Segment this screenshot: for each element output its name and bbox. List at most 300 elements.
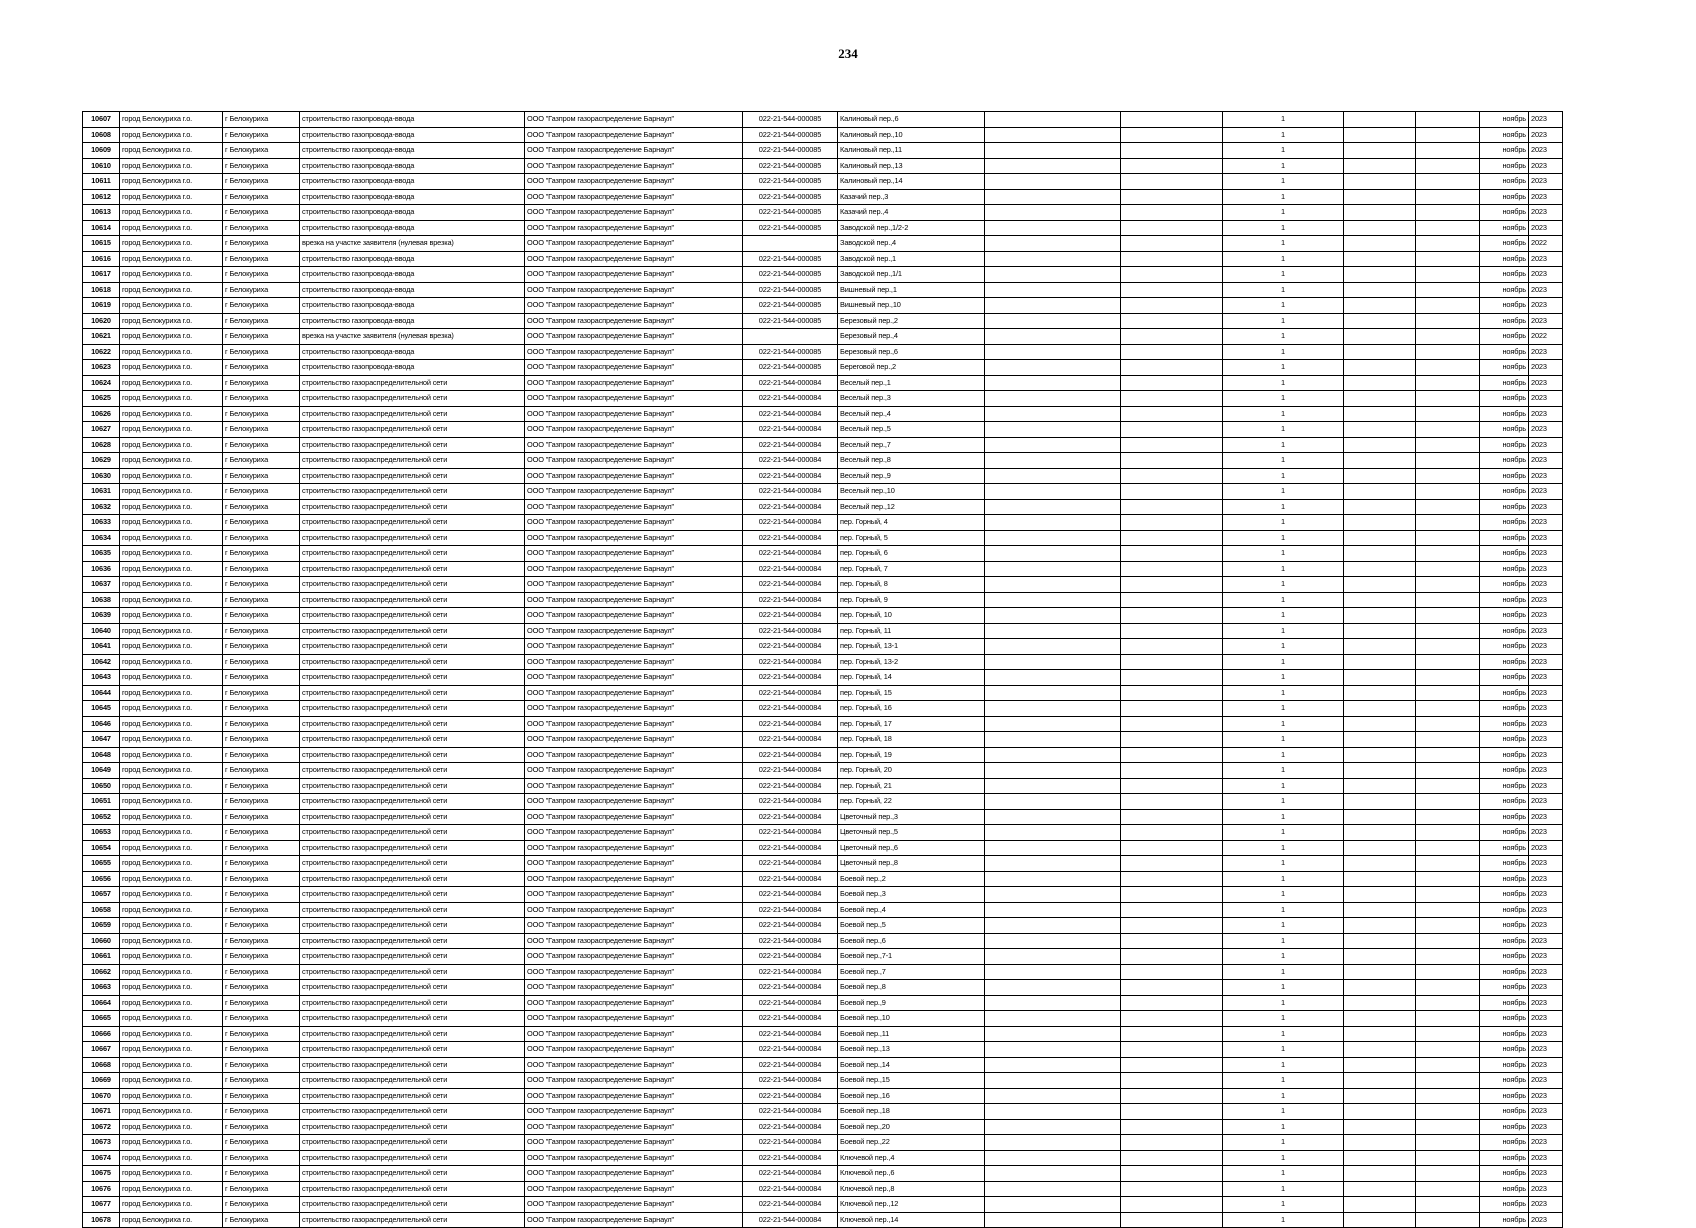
work-type-cell: строительство газораспределительной сети bbox=[300, 453, 525, 469]
blank-cell-cell bbox=[1121, 143, 1223, 159]
month-cell: ноябрь bbox=[1480, 732, 1529, 748]
contractor-cell: ООО "Газпром газораспределение Барнаул" bbox=[525, 468, 743, 484]
cadastral-quarter-cell: 022-21-544-000084 bbox=[743, 1042, 838, 1058]
year-cell: 2023 bbox=[1529, 654, 1563, 670]
cadastral-quarter-cell: 022-21-544-000084 bbox=[743, 592, 838, 608]
blank-cell-cell bbox=[1344, 205, 1416, 221]
blank-cell-cell bbox=[1121, 127, 1223, 143]
municipality-cell: город Белокуриха г.о. bbox=[120, 1212, 223, 1228]
address-cell: пер. Горный, 5 bbox=[838, 530, 985, 546]
blank-cell-cell bbox=[1121, 654, 1223, 670]
row-number-cell: 10630 bbox=[83, 468, 120, 484]
contractor-cell: ООО "Газпром газораспределение Барнаул" bbox=[525, 825, 743, 841]
table-row bbox=[83, 995, 1563, 1011]
work-type-cell: врезка на участке заявителя (нулевая врезка) bbox=[300, 329, 525, 345]
blank-cell-cell bbox=[1416, 1212, 1480, 1228]
blank-cell-cell bbox=[1416, 205, 1480, 221]
quantity-cell: 1 bbox=[1223, 236, 1344, 252]
blank-cell-cell bbox=[1121, 701, 1223, 717]
municipality-cell: город Белокуриха г.о. bbox=[120, 856, 223, 872]
blank-cell-cell bbox=[1344, 468, 1416, 484]
settlement-cell: г Белокуриха bbox=[223, 391, 300, 407]
municipality-cell: город Белокуриха г.о. bbox=[120, 1119, 223, 1135]
cadastral-quarter-cell: 022-21-544-000084 bbox=[743, 778, 838, 794]
table-row bbox=[83, 840, 1563, 856]
cadastral-quarter-cell: 022-21-544-000084 bbox=[743, 1073, 838, 1089]
month-cell: ноябрь bbox=[1480, 515, 1529, 531]
blank-cell-cell bbox=[985, 375, 1121, 391]
municipality-cell: город Белокуриха г.о. bbox=[120, 112, 223, 128]
address-cell: Веселый пер.,3 bbox=[838, 391, 985, 407]
table-row bbox=[83, 747, 1563, 763]
row-number-cell: 10667 bbox=[83, 1042, 120, 1058]
month-cell: ноябрь bbox=[1480, 1197, 1529, 1213]
address-cell: Веселый пер.,1 bbox=[838, 375, 985, 391]
blank-cell-cell bbox=[985, 1135, 1121, 1151]
table-row bbox=[83, 1119, 1563, 1135]
settlement-cell: г Белокуриха bbox=[223, 964, 300, 980]
blank-cell-cell bbox=[1121, 561, 1223, 577]
row-number-cell: 10650 bbox=[83, 778, 120, 794]
municipality-cell: город Белокуриха г.о. bbox=[120, 685, 223, 701]
blank-cell-cell bbox=[1416, 298, 1480, 314]
table-row bbox=[83, 654, 1563, 670]
blank-cell-cell bbox=[1416, 375, 1480, 391]
settlement-cell: г Белокуриха bbox=[223, 716, 300, 732]
contractor-cell: ООО "Газпром газораспределение Барнаул" bbox=[525, 778, 743, 794]
table-row bbox=[83, 825, 1563, 841]
quantity-cell: 1 bbox=[1223, 670, 1344, 686]
blank-cell-cell bbox=[985, 949, 1121, 965]
settlement-cell: г Белокуриха bbox=[223, 933, 300, 949]
blank-cell-cell bbox=[1344, 236, 1416, 252]
cadastral-quarter-cell: 022-21-544-000084 bbox=[743, 1212, 838, 1228]
year-cell: 2023 bbox=[1529, 1088, 1563, 1104]
row-number-cell: 10627 bbox=[83, 422, 120, 438]
contractor-cell: ООО "Газпром газораспределение Барнаул" bbox=[525, 1197, 743, 1213]
blank-cell-cell bbox=[1416, 515, 1480, 531]
contractor-cell: ООО "Газпром газораспределение Барнаул" bbox=[525, 763, 743, 779]
municipality-cell: город Белокуриха г.о. bbox=[120, 1026, 223, 1042]
table-row bbox=[83, 127, 1563, 143]
contractor-cell: ООО "Газпром газораспределение Барнаул" bbox=[525, 143, 743, 159]
cadastral-quarter-cell: 022-21-544-000084 bbox=[743, 1166, 838, 1182]
blank-cell-cell bbox=[985, 468, 1121, 484]
municipality-cell: город Белокуриха г.о. bbox=[120, 1197, 223, 1213]
blank-cell-cell bbox=[1121, 453, 1223, 469]
quantity-cell: 1 bbox=[1223, 825, 1344, 841]
settlement-cell: г Белокуриха bbox=[223, 1026, 300, 1042]
cadastral-quarter-cell: 022-21-544-000084 bbox=[743, 1026, 838, 1042]
month-cell: ноябрь bbox=[1480, 670, 1529, 686]
contractor-cell: ООО "Газпром газораспределение Барнаул" bbox=[525, 918, 743, 934]
blank-cell-cell bbox=[1416, 282, 1480, 298]
cadastral-quarter-cell: 022-21-544-000085 bbox=[743, 220, 838, 236]
year-cell: 2023 bbox=[1529, 1212, 1563, 1228]
row-number-cell: 10670 bbox=[83, 1088, 120, 1104]
municipality-cell: город Белокуриха г.о. bbox=[120, 561, 223, 577]
quantity-cell: 1 bbox=[1223, 1135, 1344, 1151]
municipality-cell: город Белокуриха г.о. bbox=[120, 344, 223, 360]
address-cell: Боевой пер.,10 bbox=[838, 1011, 985, 1027]
blank-cell-cell bbox=[1121, 1212, 1223, 1228]
cadastral-quarter-cell: 022-21-544-000085 bbox=[743, 143, 838, 159]
blank-cell-cell bbox=[1344, 220, 1416, 236]
work-type-cell: строительство газораспределительной сети bbox=[300, 1088, 525, 1104]
work-type-cell: строительство газораспределительной сети bbox=[300, 1197, 525, 1213]
blank-cell-cell bbox=[1344, 360, 1416, 376]
table-row bbox=[83, 949, 1563, 965]
cadastral-quarter-cell: 022-21-544-000084 bbox=[743, 670, 838, 686]
blank-cell-cell bbox=[1344, 1166, 1416, 1182]
month-cell: ноябрь bbox=[1480, 205, 1529, 221]
month-cell: ноябрь bbox=[1480, 344, 1529, 360]
contractor-cell: ООО "Газпром газораспределение Барнаул" bbox=[525, 236, 743, 252]
settlement-cell: г Белокуриха bbox=[223, 701, 300, 717]
municipality-cell: город Белокуриха г.о. bbox=[120, 546, 223, 562]
blank-cell-cell bbox=[1121, 639, 1223, 655]
blank-cell-cell bbox=[1121, 468, 1223, 484]
month-cell: ноябрь bbox=[1480, 282, 1529, 298]
row-number-cell: 10610 bbox=[83, 158, 120, 174]
contractor-cell: ООО "Газпром газораспределение Барнаул" bbox=[525, 933, 743, 949]
blank-cell-cell bbox=[1416, 1104, 1480, 1120]
table-row bbox=[83, 1181, 1563, 1197]
month-cell: ноябрь bbox=[1480, 267, 1529, 283]
address-cell: пер. Горный, 18 bbox=[838, 732, 985, 748]
blank-cell-cell bbox=[1344, 747, 1416, 763]
contractor-cell: ООО "Газпром газораспределение Барнаул" bbox=[525, 499, 743, 515]
table-row bbox=[83, 1135, 1563, 1151]
blank-cell-cell bbox=[1416, 871, 1480, 887]
month-cell: ноябрь bbox=[1480, 422, 1529, 438]
work-type-cell: строительство газораспределительной сети bbox=[300, 840, 525, 856]
row-number-cell: 10635 bbox=[83, 546, 120, 562]
row-number-cell: 10641 bbox=[83, 639, 120, 655]
cadastral-quarter-cell: 022-21-544-000084 bbox=[743, 918, 838, 934]
blank-cell-cell bbox=[985, 623, 1121, 639]
settlement-cell: г Белокуриха bbox=[223, 406, 300, 422]
year-cell: 2023 bbox=[1529, 1119, 1563, 1135]
quantity-cell: 1 bbox=[1223, 1119, 1344, 1135]
blank-cell-cell bbox=[985, 747, 1121, 763]
work-type-cell: строительство газораспределительной сети bbox=[300, 887, 525, 903]
municipality-cell: город Белокуриха г.о. bbox=[120, 825, 223, 841]
work-type-cell: строительство газораспределительной сети bbox=[300, 1119, 525, 1135]
work-type-cell: врезка на участке заявителя (нулевая врезка) bbox=[300, 236, 525, 252]
blank-cell-cell bbox=[1416, 995, 1480, 1011]
address-cell: Калиновый пер.,6 bbox=[838, 112, 985, 128]
blank-cell-cell bbox=[1121, 887, 1223, 903]
quantity-cell: 1 bbox=[1223, 143, 1344, 159]
blank-cell-cell bbox=[1416, 747, 1480, 763]
month-cell: ноябрь bbox=[1480, 639, 1529, 655]
blank-cell-cell bbox=[1416, 391, 1480, 407]
row-number-cell: 10626 bbox=[83, 406, 120, 422]
quantity-cell: 1 bbox=[1223, 391, 1344, 407]
blank-cell-cell bbox=[985, 685, 1121, 701]
contractor-cell: ООО "Газпром газораспределение Барнаул" bbox=[525, 949, 743, 965]
blank-cell-cell bbox=[1344, 856, 1416, 872]
row-number-cell: 10649 bbox=[83, 763, 120, 779]
settlement-cell: г Белокуриха bbox=[223, 375, 300, 391]
quantity-cell: 1 bbox=[1223, 298, 1344, 314]
blank-cell-cell bbox=[1344, 995, 1416, 1011]
work-type-cell: строительство газораспределительной сети bbox=[300, 577, 525, 593]
year-cell: 2023 bbox=[1529, 1073, 1563, 1089]
month-cell: ноябрь bbox=[1480, 143, 1529, 159]
blank-cell-cell bbox=[1344, 825, 1416, 841]
month-cell: ноябрь bbox=[1480, 406, 1529, 422]
year-cell: 2023 bbox=[1529, 840, 1563, 856]
row-number-cell: 10638 bbox=[83, 592, 120, 608]
blank-cell-cell bbox=[1121, 685, 1223, 701]
blank-cell-cell bbox=[1416, 933, 1480, 949]
blank-cell-cell bbox=[1344, 422, 1416, 438]
blank-cell-cell bbox=[1416, 902, 1480, 918]
work-type-cell: строительство газопровода-ввода bbox=[300, 205, 525, 221]
blank-cell-cell bbox=[1344, 794, 1416, 810]
settlement-cell: г Белокуриха bbox=[223, 453, 300, 469]
month-cell: ноябрь bbox=[1480, 654, 1529, 670]
table-row bbox=[83, 515, 1563, 531]
table-row bbox=[83, 639, 1563, 655]
blank-cell-cell bbox=[1121, 809, 1223, 825]
table-row bbox=[83, 236, 1563, 252]
settlement-cell: г Белокуриха bbox=[223, 778, 300, 794]
contractor-cell: ООО "Газпром газораспределение Барнаул" bbox=[525, 623, 743, 639]
year-cell: 2023 bbox=[1529, 809, 1563, 825]
blank-cell-cell bbox=[985, 933, 1121, 949]
settlement-cell: г Белокуриха bbox=[223, 313, 300, 329]
settlement-cell: г Белокуриха bbox=[223, 856, 300, 872]
blank-cell-cell bbox=[1344, 127, 1416, 143]
table-row bbox=[83, 1088, 1563, 1104]
month-cell: ноябрь bbox=[1480, 251, 1529, 267]
row-number-cell: 10642 bbox=[83, 654, 120, 670]
row-number-cell: 10669 bbox=[83, 1073, 120, 1089]
row-number-cell: 10636 bbox=[83, 561, 120, 577]
blank-cell-cell bbox=[1344, 329, 1416, 345]
blank-cell-cell bbox=[1344, 251, 1416, 267]
work-type-cell: строительство газораспределительной сети bbox=[300, 1166, 525, 1182]
blank-cell-cell bbox=[1416, 778, 1480, 794]
row-number-cell: 10632 bbox=[83, 499, 120, 515]
row-number-cell: 10633 bbox=[83, 515, 120, 531]
blank-cell-cell bbox=[985, 701, 1121, 717]
settlement-cell: г Белокуриха bbox=[223, 344, 300, 360]
table-row bbox=[83, 453, 1563, 469]
blank-cell-cell bbox=[1344, 964, 1416, 980]
quantity-cell: 1 bbox=[1223, 623, 1344, 639]
year-cell: 2023 bbox=[1529, 1011, 1563, 1027]
blank-cell-cell bbox=[985, 282, 1121, 298]
blank-cell-cell bbox=[1121, 422, 1223, 438]
year-cell: 2023 bbox=[1529, 484, 1563, 500]
blank-cell-cell bbox=[985, 251, 1121, 267]
address-cell: пер. Горный, 11 bbox=[838, 623, 985, 639]
cadastral-quarter-cell: 022-21-544-000084 bbox=[743, 546, 838, 562]
quantity-cell: 1 bbox=[1223, 375, 1344, 391]
quantity-cell: 1 bbox=[1223, 608, 1344, 624]
municipality-cell: город Белокуриха г.о. bbox=[120, 1150, 223, 1166]
municipality-cell: город Белокуриха г.о. bbox=[120, 747, 223, 763]
year-cell: 2023 bbox=[1529, 143, 1563, 159]
contractor-cell: ООО "Газпром газораспределение Барнаул" bbox=[525, 840, 743, 856]
blank-cell-cell bbox=[1416, 484, 1480, 500]
quantity-cell: 1 bbox=[1223, 794, 1344, 810]
blank-cell-cell bbox=[985, 732, 1121, 748]
contractor-cell: ООО "Газпром газораспределение Барнаул" bbox=[525, 995, 743, 1011]
table-row bbox=[83, 670, 1563, 686]
year-cell: 2023 bbox=[1529, 437, 1563, 453]
settlement-cell: г Белокуриха bbox=[223, 639, 300, 655]
month-cell: ноябрь bbox=[1480, 484, 1529, 500]
settlement-cell: г Белокуриха bbox=[223, 530, 300, 546]
settlement-cell: г Белокуриха bbox=[223, 112, 300, 128]
month-cell: ноябрь bbox=[1480, 375, 1529, 391]
blank-cell-cell bbox=[1344, 375, 1416, 391]
quantity-cell: 1 bbox=[1223, 127, 1344, 143]
work-type-cell: строительство газораспределительной сети bbox=[300, 1135, 525, 1151]
blank-cell-cell bbox=[1416, 670, 1480, 686]
municipality-cell: город Белокуриха г.о. bbox=[120, 949, 223, 965]
cadastral-quarter-cell: 022-21-544-000084 bbox=[743, 716, 838, 732]
table-row bbox=[83, 1073, 1563, 1089]
contractor-cell: ООО "Газпром газораспределение Барнаул" bbox=[525, 360, 743, 376]
month-cell: ноябрь bbox=[1480, 840, 1529, 856]
settlement-cell: г Белокуриха bbox=[223, 1088, 300, 1104]
municipality-cell: город Белокуриха г.о. bbox=[120, 840, 223, 856]
blank-cell-cell bbox=[1121, 158, 1223, 174]
blank-cell-cell bbox=[1121, 189, 1223, 205]
blank-cell-cell bbox=[1344, 1011, 1416, 1027]
month-cell: ноябрь bbox=[1480, 189, 1529, 205]
address-cell: Боевой пер.,11 bbox=[838, 1026, 985, 1042]
month-cell: ноябрь bbox=[1480, 546, 1529, 562]
work-type-cell: строительство газораспределительной сети bbox=[300, 623, 525, 639]
cadastral-quarter-cell: 022-21-544-000084 bbox=[743, 1104, 838, 1120]
municipality-cell: город Белокуриха г.о. bbox=[120, 499, 223, 515]
settlement-cell: г Белокуриха bbox=[223, 546, 300, 562]
quantity-cell: 1 bbox=[1223, 763, 1344, 779]
month-cell: ноябрь bbox=[1480, 1119, 1529, 1135]
work-type-cell: строительство газораспределительной сети bbox=[300, 964, 525, 980]
blank-cell-cell bbox=[1121, 406, 1223, 422]
year-cell: 2023 bbox=[1529, 174, 1563, 190]
blank-cell-cell bbox=[1416, 360, 1480, 376]
month-cell: ноябрь bbox=[1480, 360, 1529, 376]
contractor-cell: ООО "Газпром газораспределение Барнаул" bbox=[525, 871, 743, 887]
row-number-cell: 10609 bbox=[83, 143, 120, 159]
blank-cell-cell bbox=[1121, 1135, 1223, 1151]
quantity-cell: 1 bbox=[1223, 918, 1344, 934]
blank-cell-cell bbox=[1416, 329, 1480, 345]
blank-cell-cell bbox=[985, 499, 1121, 515]
blank-cell-cell bbox=[1121, 1026, 1223, 1042]
settlement-cell: г Белокуриха bbox=[223, 437, 300, 453]
blank-cell-cell bbox=[985, 437, 1121, 453]
municipality-cell: город Белокуриха г.о. bbox=[120, 592, 223, 608]
blank-cell-cell bbox=[985, 1197, 1121, 1213]
work-type-cell: строительство газораспределительной сети bbox=[300, 809, 525, 825]
quantity-cell: 1 bbox=[1223, 1166, 1344, 1182]
work-type-cell: строительство газораспределительной сети bbox=[300, 1104, 525, 1120]
quantity-cell: 1 bbox=[1223, 251, 1344, 267]
work-type-cell: строительство газопровода-ввода bbox=[300, 143, 525, 159]
municipality-cell: город Белокуриха г.о. bbox=[120, 794, 223, 810]
municipality-cell: город Белокуриха г.о. bbox=[120, 608, 223, 624]
quantity-cell: 1 bbox=[1223, 484, 1344, 500]
work-type-cell: строительство газопровода-ввода bbox=[300, 189, 525, 205]
month-cell: ноябрь bbox=[1480, 561, 1529, 577]
quantity-cell: 1 bbox=[1223, 313, 1344, 329]
month-cell: ноябрь bbox=[1480, 468, 1529, 484]
row-number-cell: 10608 bbox=[83, 127, 120, 143]
quantity-cell: 1 bbox=[1223, 809, 1344, 825]
work-type-cell: строительство газораспределительной сети bbox=[300, 980, 525, 996]
blank-cell-cell bbox=[1344, 112, 1416, 128]
settlement-cell: г Белокуриха bbox=[223, 1181, 300, 1197]
table-row bbox=[83, 592, 1563, 608]
quantity-cell: 1 bbox=[1223, 406, 1344, 422]
table-row bbox=[83, 1212, 1563, 1228]
settlement-cell: г Белокуриха bbox=[223, 763, 300, 779]
blank-cell-cell bbox=[985, 763, 1121, 779]
quantity-cell: 1 bbox=[1223, 933, 1344, 949]
quantity-cell: 1 bbox=[1223, 716, 1344, 732]
month-cell: ноябрь bbox=[1480, 592, 1529, 608]
blank-cell-cell bbox=[1121, 608, 1223, 624]
blank-cell-cell bbox=[1416, 1150, 1480, 1166]
blank-cell-cell bbox=[985, 871, 1121, 887]
blank-cell-cell bbox=[1416, 1026, 1480, 1042]
contractor-cell: ООО "Газпром газораспределение Барнаул" bbox=[525, 747, 743, 763]
month-cell: ноябрь bbox=[1480, 329, 1529, 345]
blank-cell-cell bbox=[1121, 964, 1223, 980]
table-row bbox=[83, 406, 1563, 422]
blank-cell-cell bbox=[1121, 1042, 1223, 1058]
settlement-cell: г Белокуриха bbox=[223, 809, 300, 825]
quantity-cell: 1 bbox=[1223, 1181, 1344, 1197]
row-number-cell: 10662 bbox=[83, 964, 120, 980]
work-type-cell: строительство газораспределительной сети bbox=[300, 422, 525, 438]
row-number-cell: 10612 bbox=[83, 189, 120, 205]
blank-cell-cell bbox=[985, 840, 1121, 856]
year-cell: 2023 bbox=[1529, 1135, 1563, 1151]
contractor-cell: ООО "Газпром газораспределение Барнаул" bbox=[525, 577, 743, 593]
blank-cell-cell bbox=[1121, 1104, 1223, 1120]
row-number-cell: 10663 bbox=[83, 980, 120, 996]
address-cell: пер. Горный, 13-2 bbox=[838, 654, 985, 670]
work-type-cell: строительство газораспределительной сети bbox=[300, 484, 525, 500]
blank-cell-cell bbox=[985, 995, 1121, 1011]
blank-cell-cell bbox=[985, 236, 1121, 252]
table-row bbox=[83, 484, 1563, 500]
year-cell: 2023 bbox=[1529, 251, 1563, 267]
blank-cell-cell bbox=[1344, 701, 1416, 717]
table-row bbox=[83, 964, 1563, 980]
cadastral-quarter-cell: 022-21-544-000084 bbox=[743, 747, 838, 763]
work-type-cell: строительство газораспределительной сети bbox=[300, 1073, 525, 1089]
blank-cell-cell bbox=[985, 298, 1121, 314]
blank-cell-cell bbox=[1344, 1150, 1416, 1166]
cadastral-quarter-cell: 022-21-544-000084 bbox=[743, 871, 838, 887]
row-number-cell: 10673 bbox=[83, 1135, 120, 1151]
blank-cell-cell bbox=[1416, 1088, 1480, 1104]
blank-cell-cell bbox=[1344, 887, 1416, 903]
blank-cell-cell bbox=[985, 902, 1121, 918]
